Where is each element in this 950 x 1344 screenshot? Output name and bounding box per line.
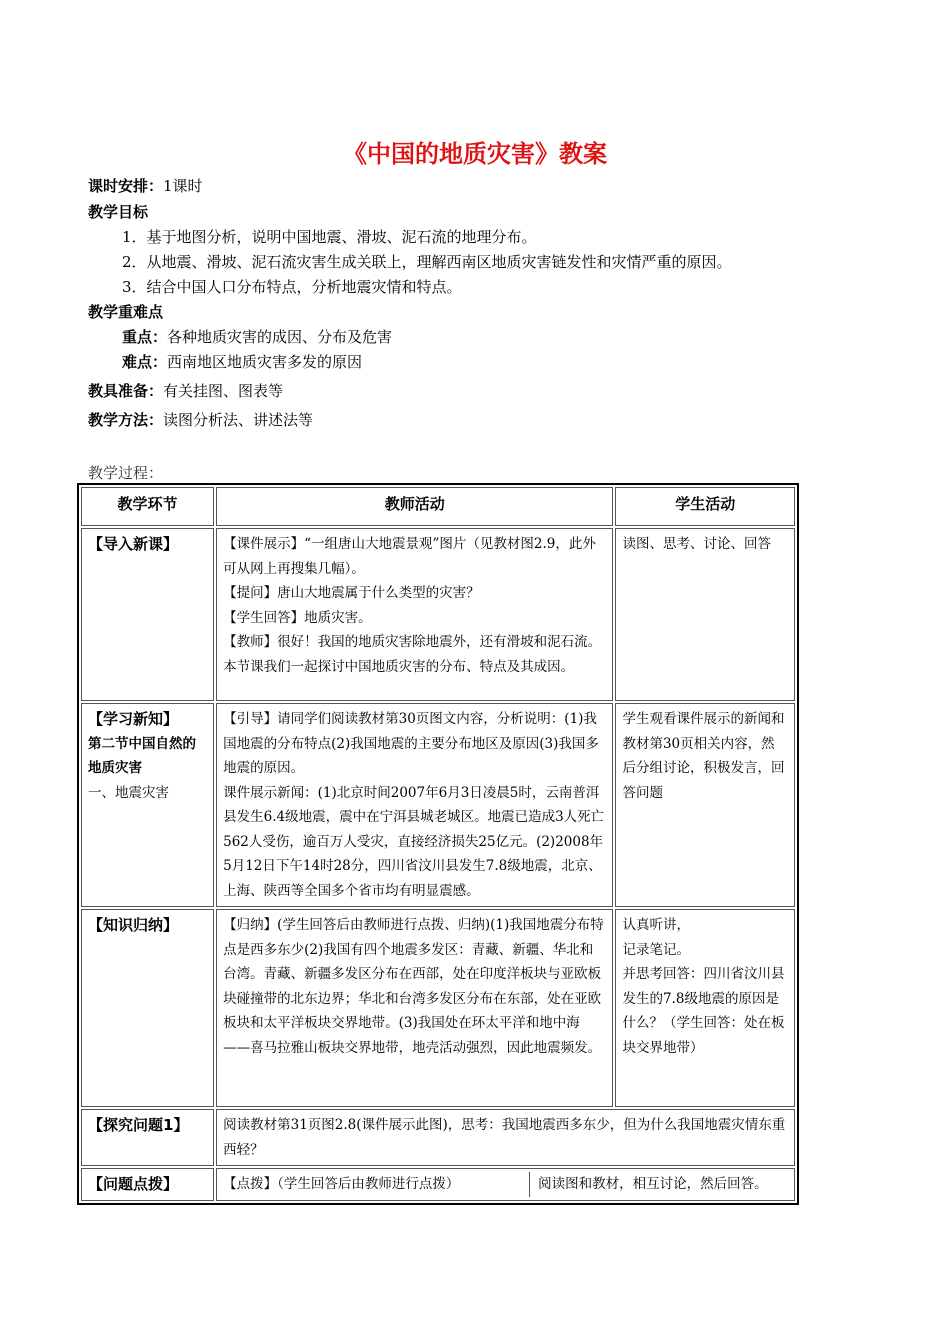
- difficulty-label: 难点：: [122, 353, 168, 371]
- schedule-value: 1课时: [163, 177, 203, 195]
- difficulty-line: [122, 352, 362, 372]
- methods-label: 教学方法：: [88, 411, 164, 429]
- stage-cell: [81, 528, 214, 701]
- table-row-new-knowledge: [81, 703, 795, 907]
- table-row-intro: [81, 528, 795, 701]
- methods-value: 读图分析法、讲述法等: [163, 411, 314, 429]
- stage-name: 【探究问题1】: [88, 1116, 189, 1134]
- teacher-text: 【学生回答】地质灾害。: [223, 609, 372, 626]
- focus-text: 各种地质灾害的成因、分布及危害: [167, 328, 393, 346]
- teacher-cell: [216, 528, 613, 701]
- tools-value: 有关挂图、图表等: [163, 382, 284, 400]
- student-cell: 读图、思考、讨论、回答: [615, 528, 795, 701]
- stage-name: 【知识归纳】: [88, 916, 179, 934]
- student-cell: [615, 909, 795, 1107]
- objectives-heading: 教学目标: [88, 203, 149, 221]
- stage-name: 【导入新课】: [88, 535, 179, 553]
- focus-line: [122, 327, 392, 347]
- teacher-cell: [216, 909, 613, 1107]
- key-points-heading: 教学重难点: [88, 303, 164, 321]
- teacher-text: 【引导】请同学们阅读教材第30页图文内容，分析说明：(1)我国地震的分布特点(2)我国地震的主要分布地区及原因(3)我国多地震的原因。: [223, 711, 599, 776]
- hint-student: 阅读图和教材，相互讨论，然后回答。: [538, 1176, 768, 1192]
- teacher-text: 课件展示新闻：(1)北京时间2007年6月3日凌晨5时，云南普洱县发生6.4级地震，震中在宁洱县城老城区。地震已造成3人死亡562人受伤，逾百万人受灾，直接经济损失25亿元。(2)2008年5月12日下午14时28分，四川省汶川县发生7.8级地震，北京、上海、陕西等全国多个省市均有明显震感。: [223, 784, 605, 899]
- stage-name: 【问题点拨】: [88, 1175, 179, 1193]
- hint-teacher: 【点拨】（学生回答后由教师进行点拨）: [223, 1172, 530, 1197]
- page-title: 《中国的地质灾害》教案: [343, 140, 607, 168]
- stage-name: 【学习新知】: [88, 710, 179, 728]
- teacher-cell: [216, 703, 613, 907]
- stage-subtitle: 第二节中国自然的地质灾害: [88, 735, 196, 776]
- schedule-line: [88, 176, 203, 196]
- teacher-text: 【归纳】(学生回答后由教师进行点拨、归纳)(1)我国地震分布特点是西多东少(2)我国有四个地震多发区：青藏、新疆、华北和台湾。青藏、新疆多发区分布在西部，处在印度洋板块与亚欧板块碰撞带的北东边界；华北和台湾多发区分布在东部，处在亚欧板块和太平洋板块交界地带。(3)我国处在环太平洋和地中海——喜马拉雅山板块交界地带，地壳活动强烈，因此地震频发。: [223, 917, 604, 1056]
- table-row-hint: [81, 1168, 795, 1201]
- header-stage: 教学环节: [81, 487, 214, 526]
- stage-cell: [81, 909, 214, 1107]
- difficulty-text: 西南地区地质灾害多发的原因: [167, 353, 363, 371]
- student-text: 并思考回答：四川省汶川县发生的7.8级地震的原因是什么？（学生回答：处在板块交界地带）: [622, 966, 785, 1056]
- methods-line: [88, 410, 313, 430]
- teacher-text: 【教师】很好！我国的地质灾害除地震外，还有滑坡和泥石流。本节课我们一起探讨中国地质灾害的分布、特点及其成因。: [223, 634, 602, 675]
- process-label: 教学过程：: [88, 464, 164, 482]
- table-row-inquiry: [81, 1109, 795, 1166]
- teacher-text: 【课件展示】“一组唐山大地震景观”图片（见教材图2.9，此外可从网上再搜集几幅）。: [223, 536, 596, 577]
- schedule-label: 课时安排：: [88, 177, 164, 195]
- merged-cell: 阅读教材第31页图2.8(课件展示此图)，思考：我国地震西多东少，但为什么我国地震灾情东重西轻？: [216, 1109, 795, 1166]
- stage-cell: [81, 1168, 214, 1201]
- lesson-table: [77, 483, 799, 1205]
- table-header-row: [81, 487, 795, 526]
- tools-line: [88, 381, 283, 401]
- header-student: 学生活动: [615, 487, 795, 526]
- student-text: 认真听讲，: [622, 917, 690, 933]
- student-text: 记录笔记。: [622, 941, 690, 958]
- objective-item: 3．结合中国人口分布特点，分析地震灾情和特点。: [122, 278, 462, 296]
- objective-item: 2．从地震、滑坡、泥石流灾害生成关联上，理解西南区地质灾害链发性和灾情严重的原因。: [122, 253, 732, 271]
- tools-label: 教具准备：: [88, 382, 164, 400]
- stage-cell: [81, 1109, 214, 1166]
- objective-item: 1．基于地图分析，说明中国地震、滑坡、泥石流的地理分布。: [122, 228, 537, 246]
- header-teacher: 教师活动: [216, 487, 613, 526]
- stage-note: 一、地震灾害: [88, 784, 169, 801]
- split-cell: [216, 1168, 795, 1201]
- table-row-summary: [81, 909, 795, 1107]
- teacher-text: 【提问】唐山大地震属于什么类型的灾害？: [223, 585, 480, 601]
- stage-cell: [81, 703, 214, 907]
- split-table: [223, 1172, 788, 1197]
- student-cell: 学生观看课件展示的新闻和教材第30页相关内容，然后分组讨论，积极发言，回答问题: [615, 703, 795, 907]
- focus-label: 重点：: [122, 328, 168, 346]
